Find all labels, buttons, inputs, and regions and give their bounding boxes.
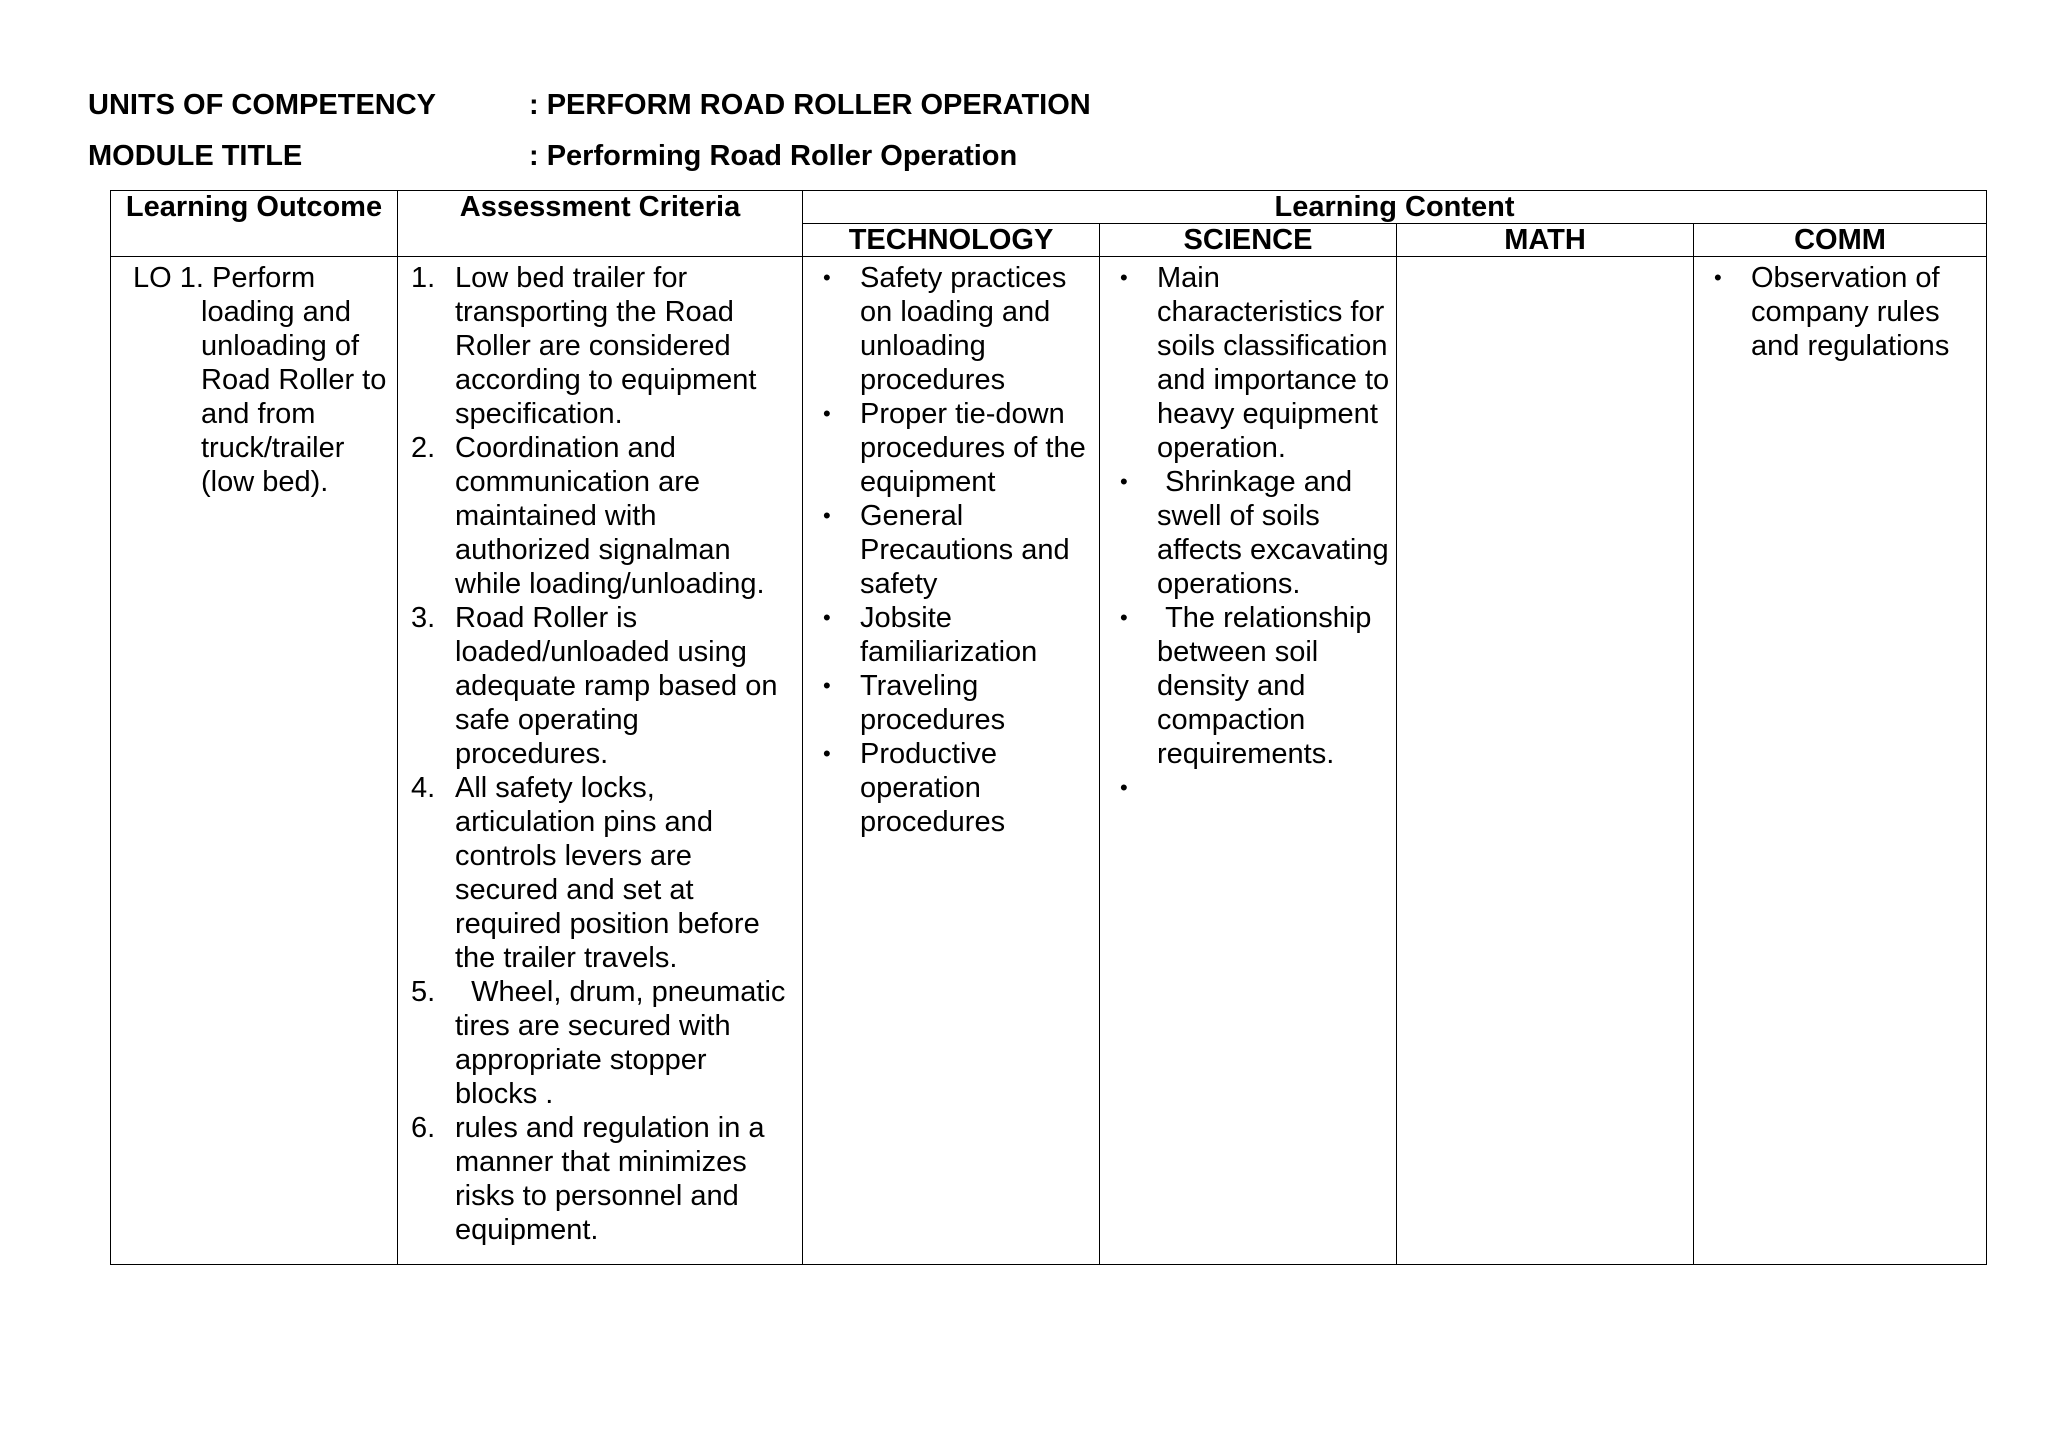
- comm-cell: [1694, 257, 1987, 1265]
- bullet-icon: •: [823, 741, 831, 766]
- criteria-text: Coordination and communication are maintained with authorized signalman while loading/unloading.: [455, 432, 765, 600]
- bullet-icon: •: [1120, 469, 1128, 494]
- criteria-item: [398, 261, 794, 431]
- criteria-list: [398, 261, 802, 1247]
- technology-cell: [803, 257, 1100, 1265]
- assessment-criteria-cell: [398, 257, 803, 1265]
- list-item-text: The relationship between soil density and compaction requirements.: [1157, 602, 1380, 770]
- criteria-number: 4.: [411, 772, 436, 804]
- criteria-item: [398, 1111, 794, 1247]
- list-item-text: Observation of company rules and regulations: [1751, 262, 1950, 362]
- technology-header: TECHNOLOGY: [803, 224, 1100, 257]
- competency-table: [110, 190, 1987, 1265]
- list-item: [803, 261, 1093, 397]
- bullet-icon: •: [1120, 775, 1128, 800]
- bullet-icon: •: [1714, 265, 1722, 290]
- units-of-competency-value: : PERFORM ROAD ROLLER OPERATION: [529, 89, 1091, 121]
- learning-outcome-text: LO 1. Perform loading and unloading of Road Roller to and from truck/trailer (low bed).: [133, 262, 387, 498]
- list-item-text: Proper tie-down procedures of the equipment: [860, 398, 1086, 498]
- module-title-label: MODULE TITLE: [88, 140, 303, 172]
- list-item: [803, 669, 1093, 737]
- technology-list: [803, 261, 1099, 839]
- math-cell: [1397, 257, 1694, 1265]
- bullet-icon: •: [823, 265, 831, 290]
- criteria-item: [398, 431, 794, 601]
- math-header: MATH: [1397, 224, 1694, 257]
- criteria-text: All safety locks, articulation pins and controls levers are secured and set at required position before the trailer travels.: [455, 772, 760, 974]
- module-title-value: : Performing Road Roller Operation: [529, 140, 1018, 172]
- science-cell: [1100, 257, 1397, 1265]
- comm-header: COMM: [1694, 224, 1987, 257]
- list-item-text: Shrinkage and swell of soils affects excavating operations.: [1157, 466, 1397, 600]
- bullet-icon: •: [823, 401, 831, 426]
- criteria-number: 1.: [411, 262, 436, 294]
- bullet-icon: •: [1120, 265, 1128, 290]
- criteria-number: 5.: [411, 976, 436, 1008]
- criteria-text: Low bed trailer for transporting the Road Roller are considered according to equipment specification.: [455, 262, 757, 430]
- criteria-item: [398, 601, 794, 771]
- bullet-icon: •: [823, 673, 831, 698]
- list-item-text: Traveling procedures: [860, 670, 1006, 736]
- learning-outcome-header: Learning Outcome: [111, 191, 398, 257]
- bullet-icon: •: [1120, 605, 1128, 630]
- list-item-text: Main characteristics for soils classification and importance to heavy equipment operation.: [1157, 262, 1398, 464]
- list-item-text: Jobsite familiarization: [860, 602, 1038, 668]
- list-item: [803, 737, 1093, 839]
- comm-list: [1694, 261, 1986, 363]
- list-item-text: Safety practices on loading and unloading procedures: [860, 262, 1067, 396]
- learning-outcome-cell: [111, 257, 398, 1265]
- criteria-text: Road Roller is loaded/unloaded using adequate ramp based on safe operating procedures.: [455, 602, 778, 770]
- list-item: [1100, 601, 1390, 771]
- units-of-competency-label: UNITS OF COMPETENCY: [88, 89, 437, 121]
- criteria-item: [398, 975, 794, 1111]
- table-row: [111, 257, 1987, 1265]
- science-list: [1100, 261, 1396, 805]
- assessment-criteria-header: Assessment Criteria: [398, 191, 803, 257]
- list-item: [1100, 465, 1397, 601]
- list-item-text: Productive operation procedures: [860, 738, 1006, 838]
- learning-content-header: Learning Content: [803, 191, 1987, 224]
- bullet-icon: •: [823, 503, 831, 528]
- criteria-number: 6.: [411, 1112, 436, 1144]
- criteria-text: rules and regulation in a manner that minimizes risks to personnel and equipment.: [455, 1112, 765, 1246]
- list-item: [1100, 261, 1398, 465]
- list-item: [1100, 771, 1390, 805]
- science-header: SCIENCE: [1100, 224, 1397, 257]
- list-item: [803, 499, 1093, 601]
- bullet-icon: •: [823, 605, 831, 630]
- list-item-text: General Precautions and safety: [860, 500, 1070, 600]
- list-item: [1694, 261, 1980, 363]
- criteria-number: 2.: [411, 432, 436, 464]
- list-item: [803, 397, 1093, 499]
- list-item: [803, 601, 1093, 669]
- criteria-text: Wheel, drum, pneumatic tires are secured with appropriate stopper blocks .: [455, 976, 794, 1110]
- criteria-number: 3.: [411, 602, 436, 634]
- criteria-item: [398, 771, 794, 975]
